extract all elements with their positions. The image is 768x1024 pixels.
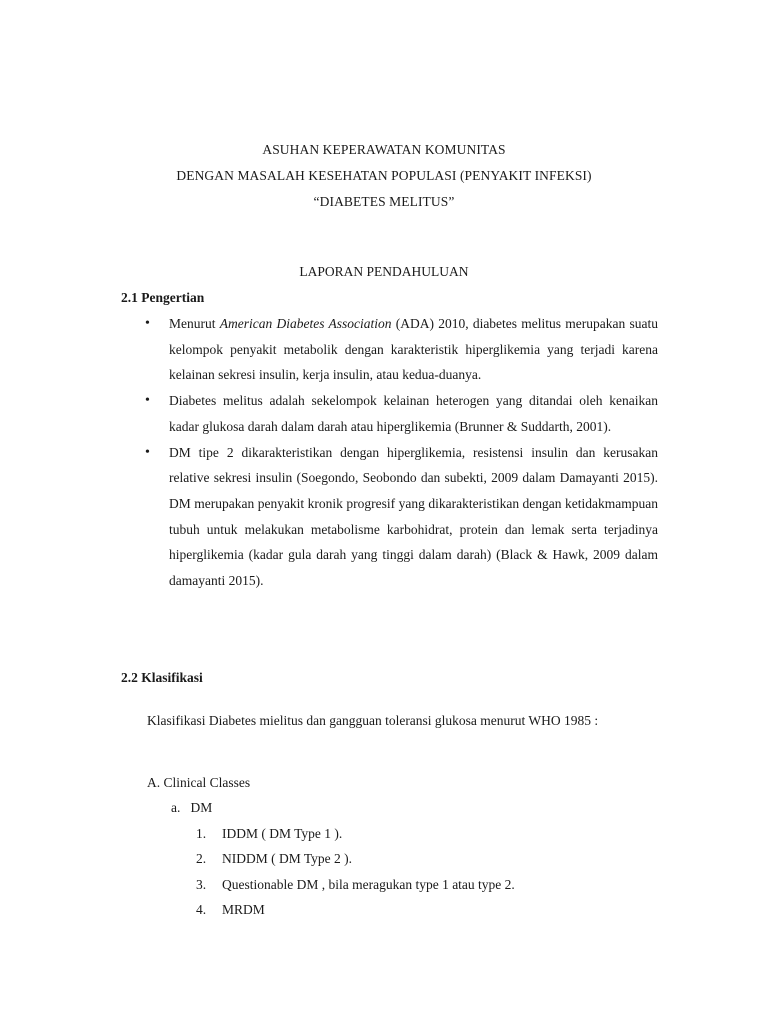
list-item-text: IDDM ( DM Type 1 ). bbox=[222, 826, 343, 841]
bullet-text-suffix: (ADA) 2010, diabetes melitus merupakan suatu kelompok penyakit metabolik dengan karakteristik hiperglikemia yang terjadi karena kelainan sekresi insulin, kerja insulin, atau kedua-duanya. bbox=[169, 316, 658, 383]
list-item bbox=[196, 875, 515, 895]
title-line-3: “DIABETES MELITUS” bbox=[313, 194, 455, 209]
list-item-number: 3. bbox=[196, 877, 207, 892]
bullet-item-dm-tipe-2 bbox=[140, 440, 658, 594]
list-item-number: 2. bbox=[196, 851, 207, 866]
bullet-item-heterogen bbox=[140, 388, 658, 439]
bullet-text-prefix: Menurut bbox=[169, 316, 220, 331]
bullet-icon: • bbox=[145, 444, 150, 460]
section-heading-klasifikasi: 2.2 Klasifikasi bbox=[121, 670, 203, 685]
report-title: LAPORAN PENDAHULUAN bbox=[299, 264, 469, 279]
list-item bbox=[196, 824, 342, 844]
clinical-classes-heading: A. Clinical Classes bbox=[147, 775, 251, 790]
list-item-text: Questionable DM , bila meragukan type 1 atau type 2. bbox=[222, 877, 515, 892]
list-item-number: 1. bbox=[196, 826, 207, 841]
document-title bbox=[0, 137, 768, 215]
list-item bbox=[196, 900, 265, 920]
list-item-text: MRDM bbox=[222, 902, 265, 917]
bullet-text: DM tipe 2 dikarakteristikan dengan hiperglikemia, resistensi insulin dan kerusakan relative sekresi insulin (Soegondo, Seobondo dan subekti, 2009 dalam Damayanti 2015). DM merupakan penyakit kronik progresif yang dikarakteristikan dengan ketidakmampuan tubuh untuk melakukan metabolisme karbohidrat, protein dan lemak serta terjadinya hiperglikemia (kadar gula darah yang tinggi dalam darah) (Black & Hawk, 2009 dalam damayanti 2015). bbox=[169, 444, 658, 589]
list-item bbox=[196, 849, 352, 869]
bullet-icon: • bbox=[145, 393, 150, 409]
title-line-1: ASUHAN KEPERAWATAN KOMUNITAS bbox=[262, 142, 506, 157]
section-heading-pengertian: 2.1 Pengertian bbox=[121, 290, 205, 305]
bullet-text-italic: American Diabetes Association bbox=[219, 316, 392, 331]
bullet-text: Diabetes melitus adalah sekelompok kelainan heterogen yang ditandai oleh kenaikan kadar glukosa darah dalam darah atau hiperglikemia (Brunner & Suddarth, 2001). bbox=[169, 393, 658, 434]
subclass-dm: a. DM bbox=[171, 800, 213, 815]
list-item-number: 4. bbox=[196, 902, 207, 917]
klasifikasi-intro: Klasifikasi Diabetes mielitus dan gangguan toleransi glukosa menurut WHO 1985 : bbox=[147, 713, 599, 728]
title-line-2: DENGAN MASALAH KESEHATAN POPULASI (PENYAKIT INFEKSI) bbox=[176, 168, 592, 183]
bullet-item-ada bbox=[140, 311, 658, 388]
definition-bullet-list bbox=[140, 311, 658, 594]
bullet-icon: • bbox=[145, 316, 150, 331]
list-item-text: NIDDM ( DM Type 2 ). bbox=[222, 851, 353, 866]
